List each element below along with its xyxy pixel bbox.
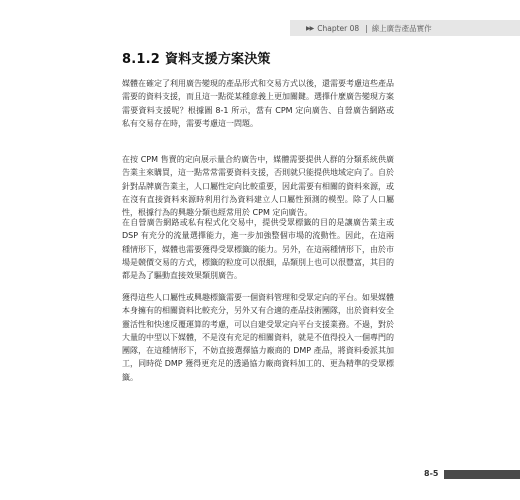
section-title [122, 48, 271, 67]
chapter-title: 線上廣告產品實作 [371, 23, 432, 33]
page-number-bar [444, 470, 520, 479]
body-paragraph-3: 在自營廣告網路或私有程式化交易中，提供受眾標籤的目的是讓廣告業主或 DSP 有充分的流量選擇能力，進一步加強整個市場的流動性。因此，在這兩種情形下，媒體也需要獲得受眾標籤的能力。另外，在這兩種情形下，由於市場是競價交易的方式，標籤的粒度可以很細，品類別上也可以很豐富，其目的都是為了驅動直接效果類別廣告。 [122, 218, 394, 281]
section-number: 8.1.2 [122, 52, 161, 67]
chapter-separator: | [365, 23, 368, 33]
section-title-text: 資料支援方案決策 [165, 52, 271, 67]
body-paragraph-4: 獲得這些人口屬性或興趣標籤需要一個資料管理和受眾定向的平台。如果媒體本身擁有的相關資料比較充分，另外又有合適的產品技術團隊，出於資料安全靈活性和快速反覆運算的考慮，可以自建受眾定向平台支援業務。不過，對於大量的中型以下媒體，不是沒有充足的相關資料，就是不值得投入一個專門的團隊，在這種情形下，不妨直接選擇協力廠商的 DMP 產品，將資料委派其加工，同時從 DMP 獲得更充足的透過協力廠商資料加工的、更為精準的受眾標籤。 [122, 293, 394, 382]
double-arrow-icon: ▶▶ [306, 24, 314, 32]
chapter-label: Chapter 08 [317, 23, 360, 33]
page-number: 8-5 [424, 469, 439, 478]
body-paragraph-1: 媒體在確定了利用廣告變現的產品形式和交易方式以後，還需要考慮這些產品需要的資料支援，而且這一點從某種意義上更加關鍵。選擇什麼廣告變現方案需要資料支援呢？根據圖 8-1 所示，當有 CPM 定向廣告、自營廣告網路或私有交易存在時，需要考慮這一問題。 [122, 79, 394, 128]
body-paragraph-2: 在按 CPM 售賣的定向展示量合約廣告中，媒體需要提供人群的分類系統供廣告業主來購買，這一點常常需要資料支援，否則就只能提供地域定向了。自於針對品牌廣告業主，人口屬性定向比較重要，因此需要有相關的資料來源，或在沒有直接資料來源時利用行為資料建立人口屬性預測的模型。除了人口屬性，根據行為的興趣分類也經常用於 CPM 定向廣告。 [122, 155, 394, 218]
running-header [290, 20, 520, 36]
